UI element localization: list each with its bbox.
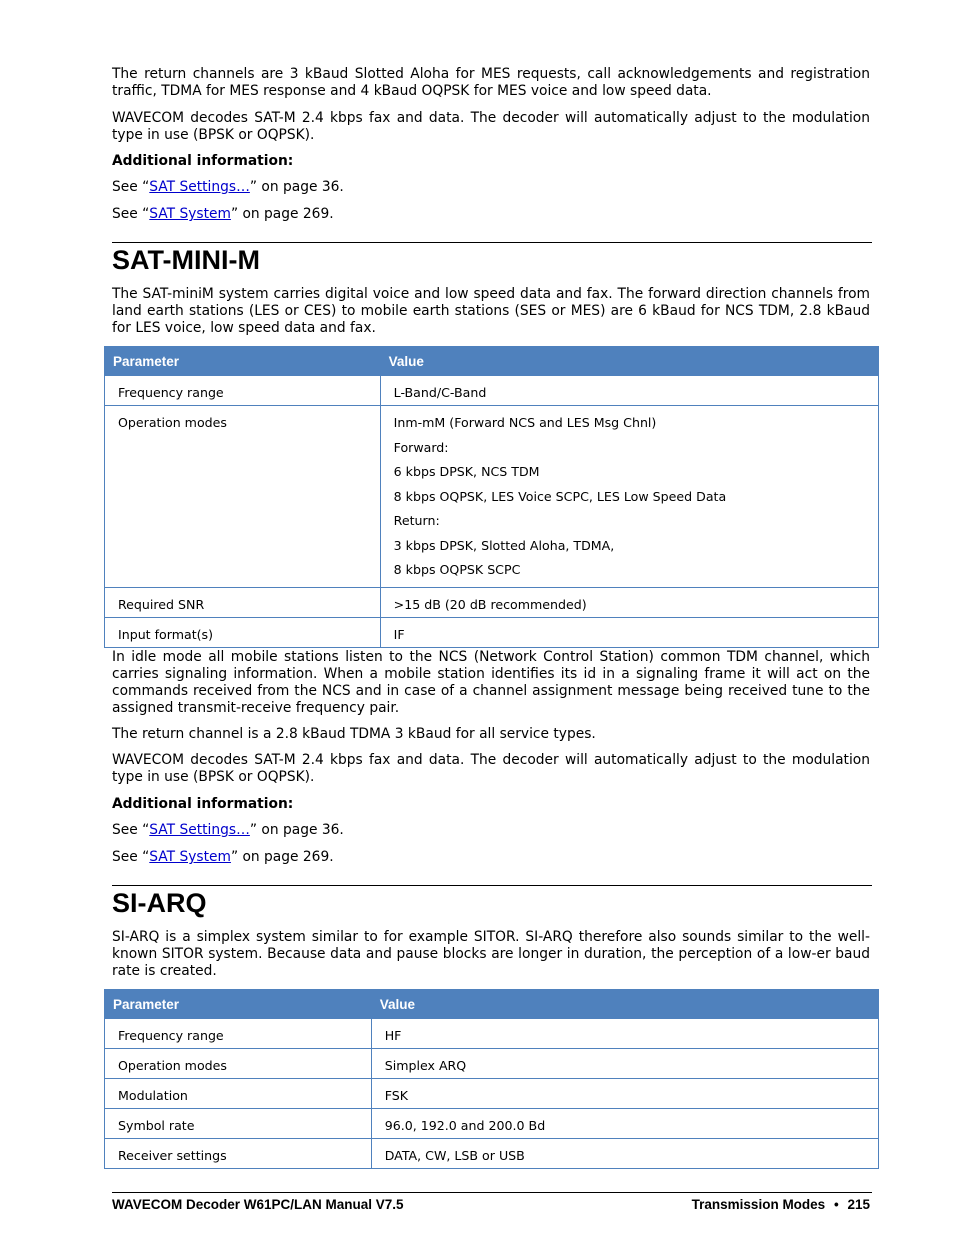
param-label: Operation modes — [105, 1049, 372, 1079]
section-heading-si-arq: SI-ARQ — [112, 888, 207, 918]
see-sat-settings: See “SAT Settings…” on page 36. — [112, 822, 344, 838]
si-arq-description: SI-ARQ is a simplex system similar to for example SITOR. SI-ARQ therefore also sounds similar to the well-known SITOR system. Because data and pause blocks are longer in duration, the perception of a low-er baud rate is created. — [112, 929, 870, 979]
table-row — [105, 1139, 879, 1169]
opmode-line: Forward: — [393, 439, 449, 455]
sat-settings-link[interactable]: SAT Settings… — [149, 822, 250, 838]
intro-paragraph-2: WAVECOM decodes SAT-M 2.4 kbps fax and data. The decoder will automatically adjust to the modulation type in use (BPSK or OQPSK). — [112, 110, 870, 143]
section-divider — [112, 242, 872, 243]
param-label: Input format(s) — [105, 617, 381, 647]
section-heading-sat-mini-m: SAT-MINI-M — [112, 245, 260, 275]
param-label: Operation modes — [105, 406, 381, 588]
opmode-line: 8 kbps OQPSK SCPC — [393, 562, 521, 577]
column-header-value: Value — [371, 990, 878, 1019]
additional-info-heading: Additional information: — [112, 153, 294, 169]
footer-divider — [112, 1192, 872, 1193]
param-value: L-Band/C-Band — [380, 376, 878, 406]
footer-page-number: 215 — [847, 1197, 870, 1212]
sat-mini-m-parameter-table — [104, 346, 879, 648]
additional-info-heading: Additional information: — [112, 796, 294, 812]
sat-system-link[interactable]: SAT System — [149, 849, 231, 865]
opmode-line: 8 kbps OQPSK, LES Voice SCPC, LES Low Speed Data — [393, 488, 727, 504]
opmode-line: 6 kbps DPSK, NCS TDM — [393, 464, 540, 479]
param-value — [380, 406, 878, 588]
sat-settings-link[interactable]: SAT Settings… — [149, 179, 250, 195]
param-value: DATA, CW, LSB or USB — [371, 1139, 878, 1169]
opmode-line: 3 kbps DPSK, Slotted Aloha, TDMA, — [393, 537, 615, 553]
footer-bullet: • — [833, 1197, 839, 1212]
column-header-parameter: Parameter — [105, 990, 372, 1019]
sat-mini-m-description: The SAT-miniM system carries digital voice and low speed data and fax. The forward direction channels from land earth stations (LES or CES) to mobile earth stations (SES or MES) are 6 kBaud for NCS TDM, 2.8 kBaud for LES voice, low speed data and fax. — [112, 286, 870, 336]
footer-section-name: Transmission Modes — [691, 1197, 826, 1212]
opmode-line: Return: — [393, 513, 440, 528]
table-row — [105, 1079, 879, 1109]
table-row — [105, 1019, 879, 1049]
param-value: Simplex ARQ — [371, 1049, 878, 1079]
param-label: Receiver settings — [105, 1139, 372, 1169]
table-row — [105, 1049, 879, 1079]
param-value: FSK — [371, 1079, 878, 1109]
param-value: IF — [380, 617, 878, 647]
param-value: 96.0, 192.0 and 200.0 Bd — [371, 1109, 878, 1139]
table-row — [105, 617, 879, 647]
table-row — [105, 406, 879, 588]
param-value: >15 dB (20 dB recommended) — [380, 587, 878, 617]
section-divider — [112, 885, 872, 886]
param-label: Frequency range — [105, 1019, 372, 1049]
see-sat-system: See “SAT System” on page 269. — [112, 206, 334, 222]
table-row — [105, 376, 879, 406]
param-label: Frequency range — [105, 376, 381, 406]
param-label: Modulation — [105, 1079, 372, 1109]
table-row — [105, 587, 879, 617]
table-header-row — [105, 990, 879, 1019]
footer-manual-title: WAVECOM Decoder W61PC/LAN Manual V7.5 — [112, 1197, 404, 1212]
return-channel-paragraph: The return channel is a 2.8 kBaud TDMA 3 kBaud for all service types. — [112, 726, 596, 742]
opmode-line: Inm-mM (Forward NCS and LES Msg Chnl) — [393, 415, 657, 430]
table-header-row — [105, 347, 879, 376]
column-header-value: Value — [380, 347, 878, 376]
footer-page-info — [692, 1197, 870, 1212]
column-header-parameter: Parameter — [105, 347, 381, 376]
param-label: Required SNR — [105, 587, 381, 617]
decode-paragraph: WAVECOM decodes SAT-M 2.4 kbps fax and data. The decoder will automatically adjust to the modulation type in use (BPSK or OQPSK). — [112, 752, 870, 785]
param-value: HF — [371, 1019, 878, 1049]
idle-mode-paragraph: In idle mode all mobile stations listen to the NCS (Network Control Station) common TDM channel, which carries signaling information. When a mobile station identifies its id in a signaling frame it will act on the commands received from the NCS and in case of a channel assignment message being received tune to the assigned transmit-receive frequency pair. — [112, 649, 870, 716]
sat-system-link[interactable]: SAT System — [149, 206, 231, 222]
table-row — [105, 1109, 879, 1139]
see-sat-system: See “SAT System” on page 269. — [112, 849, 334, 865]
si-arq-parameter-table — [104, 989, 879, 1169]
intro-paragraph-1: The return channels are 3 kBaud Slotted Aloha for MES requests, call acknowledgements and registration traffic, TDMA for MES response and 4 kBaud OQPSK for MES voice and low speed data. — [112, 66, 870, 99]
see-sat-settings: See “SAT Settings…” on page 36. — [112, 179, 344, 195]
param-label: Symbol rate — [105, 1109, 372, 1139]
